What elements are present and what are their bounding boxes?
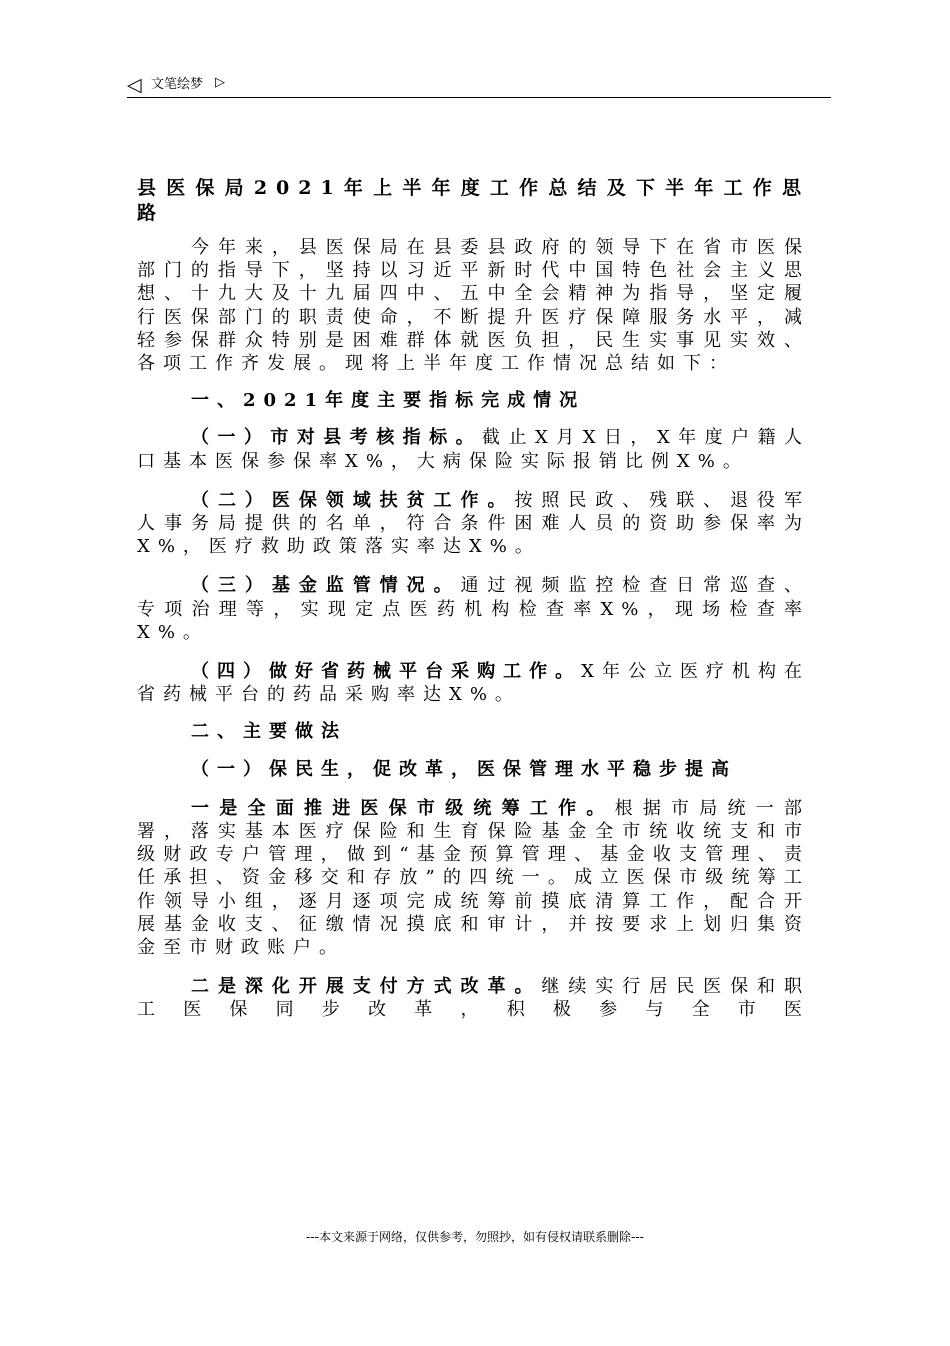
s1-item-4 [137, 660, 810, 706]
s1-item-4-body: X年公立医疗机构在省药械平台的药品采购率达X%。 [137, 661, 810, 706]
s1-item-3-body: 通过视频监控检查日常巡查、专项治理等，实现定点医药机构检查率X%，现场检查率X%。 [137, 575, 811, 643]
s2-point-1-body: 根据市局统一部署，落实基本医疗保险和生育保险基金全市统收统支和市级财政专户管理，做到“基金预算管理、基金收支管理、责任承担、资金移交和存放”的四统一。成立医保市级统筹工作领导小组，逐月逐项完成统筹前摸底清算工作，配合开展基金收支、征缴情况摸底和审计，并按要求上划归集资金至市财政账户。 [137, 797, 811, 959]
s1-item-2 [137, 489, 810, 559]
s1-item-3 [137, 574, 810, 644]
section-2-subheading: （一）保民生，促改革，医保管理水平稳步提高 [191, 758, 737, 780]
s1-item-1-lead: （一）市对县考核指标。 [191, 427, 483, 449]
document-body [137, 176, 810, 1022]
triangle-left-icon: ◁ [127, 74, 142, 96]
s1-item-2-body: 按照民政、残联、退役军人事务局提供的名单，符合条件困难人员的资助参保率为X%，医疗救助政策落实率达X%。 [137, 489, 811, 558]
header-divider [127, 97, 831, 98]
s2-point-2 [137, 975, 810, 1021]
s1-item-2-lead: （二）医保领域扶贫工作。 [191, 489, 515, 511]
intro-paragraph: 今年来，县医保局在县委县政府的领导下在省市医保部门的指导下，坚持以习近平新时代中国特色社会主义思想、十九大及十九届四中、五中全会精神为指导，坚定履行医保部门的职责使命，不断提升医疗保障服务水平，减轻参保群众特别是困难群体就医负担，民生实事见实效、各项工作齐发展。现将上半年度工作情况总结如下： [137, 237, 810, 375]
triangle-right-icon: ▷ [215, 75, 225, 90]
s1-item-4-lead: （四）做好省药械平台采购工作。 [191, 661, 582, 683]
s1-item-1-body: 截止X月X日，X年度户籍人口基本医保参保率X%，大病保险实际报销比例X%。 [137, 427, 810, 472]
header-brand: 文笔绘梦 [151, 77, 204, 92]
s2-point-1-lead: 一是全面推进医保市级统筹工作。 [191, 797, 615, 819]
section-2-heading: 二、主要做法 [191, 721, 347, 743]
footer-notice: ---本文来源于网络，仅供参考，勿照抄，如有侵权请联系删除--- [306, 1230, 644, 1244]
s1-item-3-lead: （三）基金监管情况。 [191, 575, 461, 597]
s1-item-1 [137, 426, 810, 472]
section-1-heading: 一、2021年度主要指标完成情况 [191, 390, 586, 412]
s2-point-1 [137, 797, 810, 959]
s2-point-2-lead: 二是深化开展支付方式改革。 [191, 976, 542, 998]
page-header [127, 74, 831, 98]
document-title: 县医保局2021年上半年度工作总结及下半年工作思路 [137, 177, 810, 224]
s2-point-2-body: 继续实行居民医保和职工医保同步改革，积极参与全市医 [137, 976, 811, 1021]
